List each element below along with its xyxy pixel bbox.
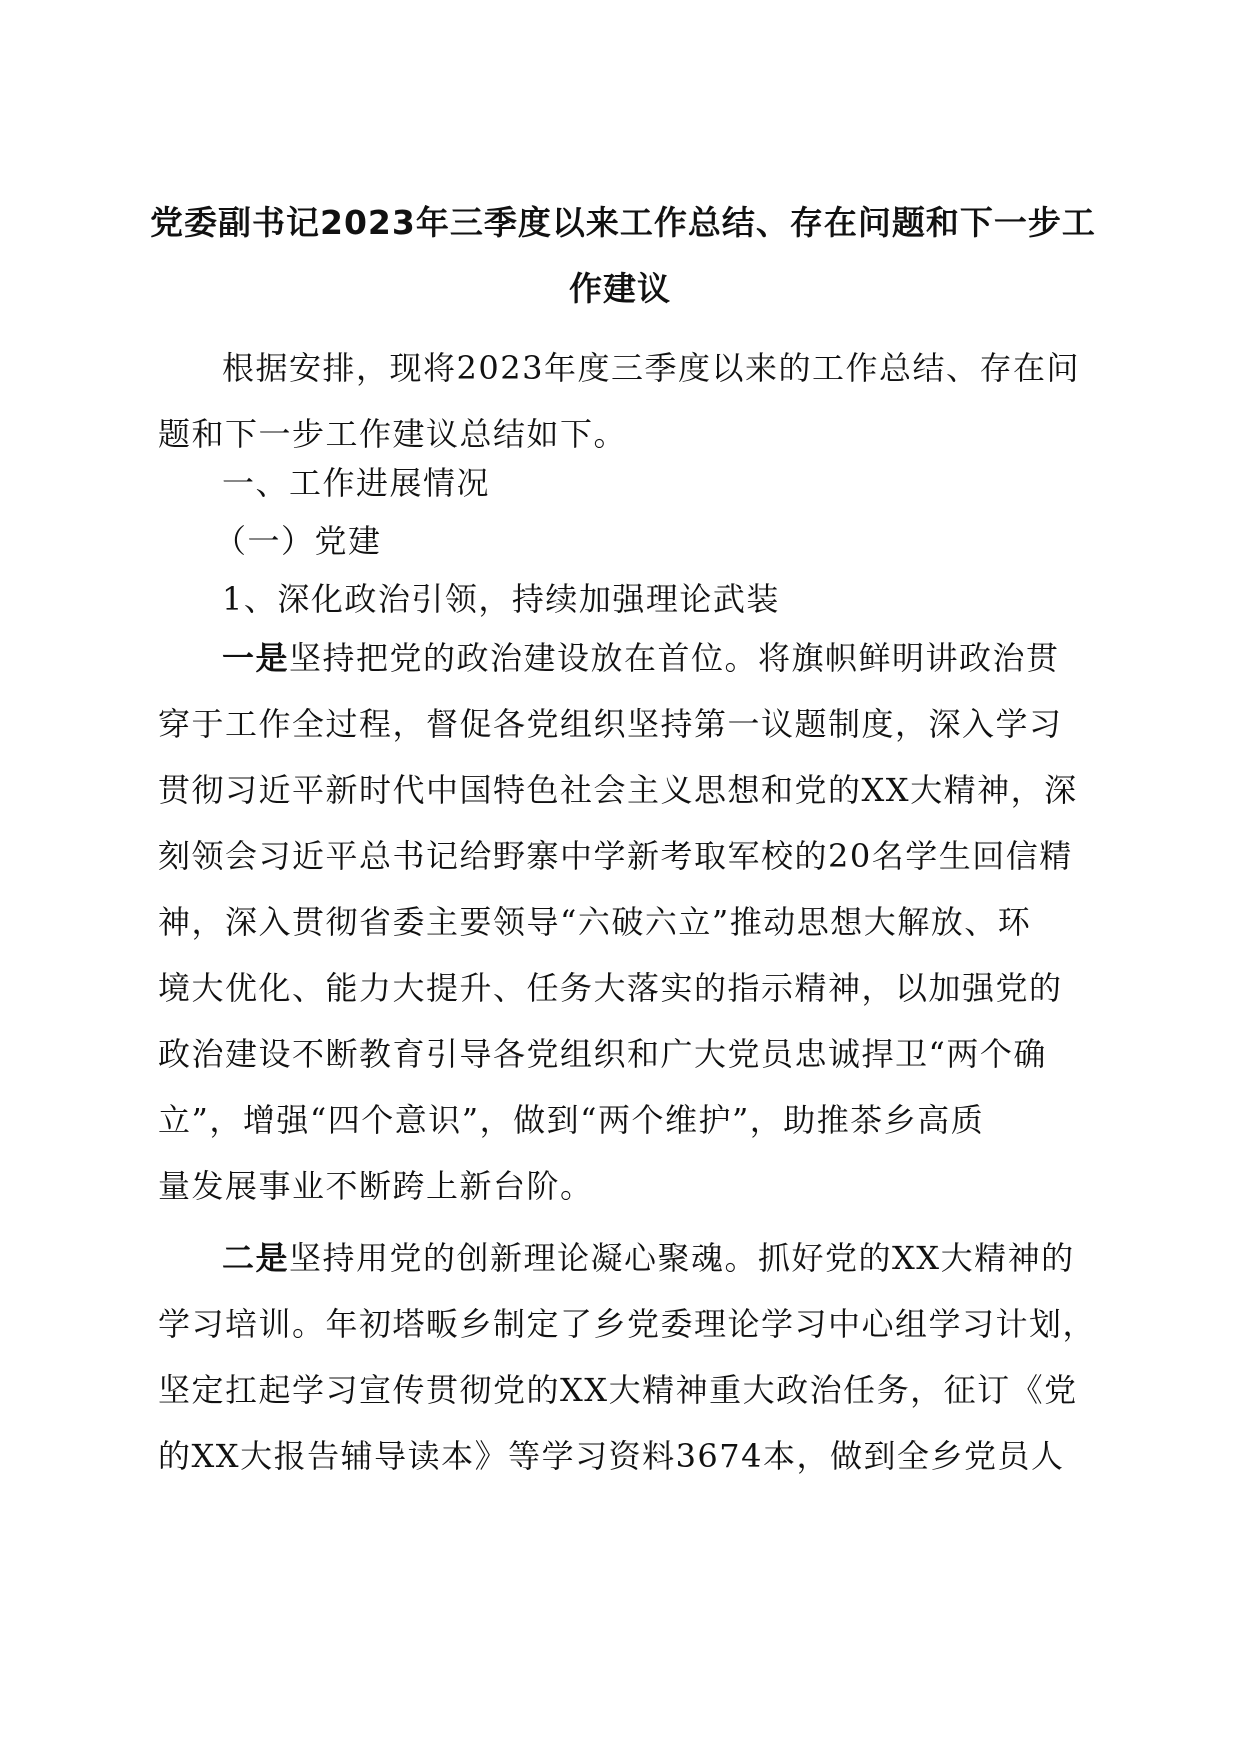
- document-title: [150, 190, 1096, 322]
- section-heading: 一、工作进展情况: [222, 464, 491, 502]
- point-1-line: 政治建设不断教育引导各党组织和广大党员忠诚捍卫“两个确: [158, 1035, 1047, 1073]
- point-1-first-line: [158, 625, 1074, 691]
- item-heading: 1、深化政治引领，持续加强理论武装: [222, 580, 780, 618]
- point-1-line: 立”，增强“四个意识”，做到“两个维护”，助推茶乡高质: [158, 1101, 985, 1139]
- subsection-heading: （一）党建: [214, 522, 382, 560]
- point-2-first-line: [158, 1225, 1074, 1291]
- point-1-line-1: 坚持把党的政治建设放在首位。将旗帜鲜明讲政治贯: [289, 639, 1060, 677]
- point-2-line-1: 坚持用党的创新理论凝心聚魂。抓好党的XX大精神的: [289, 1239, 1075, 1277]
- point-1-line: 神，深入贯彻省委主要领导“六破六立”推动思想大解放、环: [158, 903, 1032, 941]
- point-1-line: 量发展事业不断跨上新台阶。: [158, 1167, 594, 1205]
- point-2-lead: 二是: [222, 1239, 290, 1277]
- intro-paragraph: [158, 335, 1080, 467]
- title-line-2: 作建议: [569, 269, 671, 308]
- intro-line-1: 根据安排，现将2023年度三季度以来的工作总结、存在问: [222, 349, 1080, 387]
- point-2-line: 学习培训。年初塔畈乡制定了乡党委理论学习中心组学习计划，: [158, 1305, 1097, 1343]
- point-1-line: 境大优化、能力大提升、任务大落实的指示精神，以加强党的: [158, 969, 1063, 1007]
- point-1-line: 穿于工作全过程，督促各党组织坚持第一议题制度，深入学习: [158, 705, 1063, 743]
- point-2-paragraph: [158, 1225, 1097, 1489]
- title-line-1: 党委副书记2023年三季度以来工作总结、存在问题和下一步工: [150, 203, 1096, 242]
- intro-line-2: 题和下一步工作建议总结如下。: [158, 415, 628, 453]
- point-2-line: 的XX大报告辅导读本》等学习资料3674本，做到全乡党员人: [158, 1437, 1065, 1475]
- point-2-line: 坚定扛起学习宣传贯彻党的XX大精神重大政治任务，征订《党: [158, 1371, 1078, 1409]
- point-1-paragraph: [158, 625, 1078, 1219]
- point-1-line: 刻领会习近平总书记给野寨中学新考取军校的20名学生回信精: [158, 837, 1073, 875]
- point-1-line: 贯彻习近平新时代中国特色社会主义思想和党的XX大精神，深: [158, 771, 1078, 809]
- point-1-lead: 一是: [222, 639, 290, 677]
